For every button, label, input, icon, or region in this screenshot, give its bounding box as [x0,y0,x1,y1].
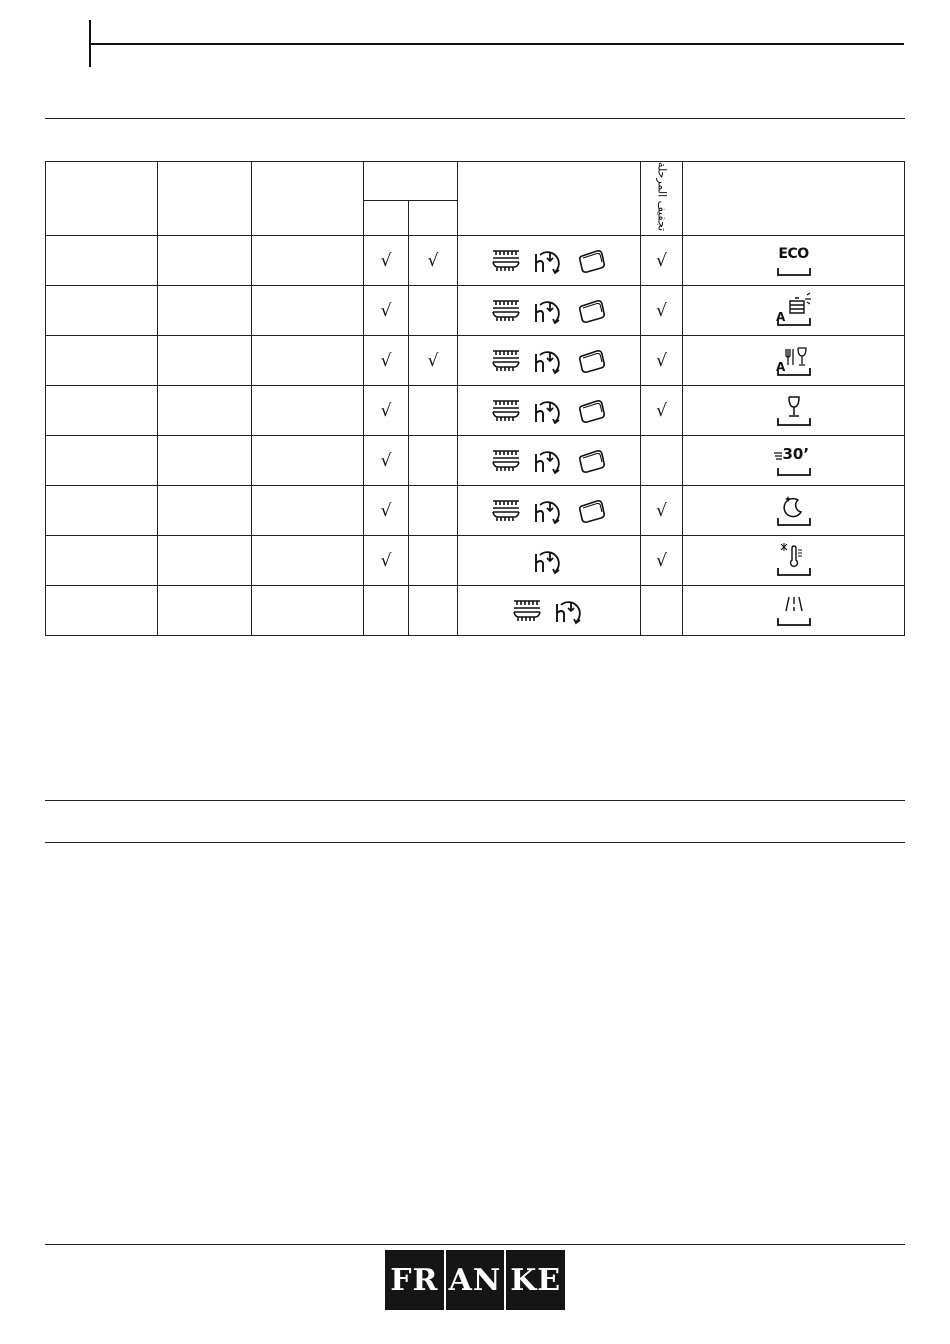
program-row [46,536,905,586]
hygiene-program-icon [774,541,814,581]
franke-logo [385,1250,565,1310]
program-name-cell [46,236,158,286]
check-mark: √ [656,250,667,271]
tablet-icon [576,297,608,325]
delay-start-icon [553,596,587,626]
program-temp-cell [158,536,252,586]
check-mark: √ [380,550,392,571]
program-name-cell [46,386,158,436]
rapid-label: 30’ [782,444,810,463]
svg-text:A: A [775,359,785,374]
program-temp-cell [158,436,252,486]
options-cell [458,436,641,486]
check-cell-1 [364,436,409,486]
program-row [46,286,905,336]
check-cell-2 [409,236,458,286]
delay-start-icon [532,346,566,376]
options-cell [458,586,641,636]
program-row [46,336,905,386]
header-cell [158,162,252,236]
drying-cell [641,386,683,436]
option-icons [490,341,608,381]
program-icon-cell [683,336,905,386]
check-cell-1 [364,386,409,436]
delay-start-icon [532,496,566,526]
check-cell-1 [364,236,409,286]
program-duration-cell [252,386,364,436]
header-row [46,162,905,201]
check-mark: √ [380,250,392,271]
tablet-icon [576,497,608,525]
drying-cell [641,236,683,286]
logo-letters: KE [510,1262,562,1298]
normal-auto-program-icon [774,341,814,381]
tablet-icon [576,247,608,275]
program-temp-cell [158,386,252,436]
program-name-cell [46,336,158,386]
logo-letters: AN [448,1262,502,1298]
night-program-icon [774,491,814,531]
program-icon-cell [683,486,905,536]
program-temp-cell [158,486,252,536]
section-divider [45,842,905,843]
rapid-30-program-icon [774,441,814,481]
program-duration-cell [252,286,364,336]
logo-segment [504,1250,565,1310]
half-load-icon [490,497,522,525]
options-cell [458,336,641,386]
logo-segment [385,1250,444,1310]
check-mark: √ [380,350,392,371]
program-icon-cell [683,436,905,486]
option-icons [490,441,608,481]
delay-start-icon [532,446,566,476]
half-load-icon [490,397,522,425]
header-cell-options [458,162,641,236]
program-temp-cell [158,286,252,336]
delay-start-icon [532,396,566,426]
option-icons [490,491,608,531]
tablet-icon [576,397,608,425]
options-cell [458,486,641,536]
header-subcell [364,200,409,235]
option-icons [532,541,566,581]
check-mark: √ [427,350,439,371]
options-cell [458,286,641,336]
eco-label: ECO [778,245,809,262]
program-row [46,236,905,286]
program-icon-cell [683,286,905,336]
check-mark: √ [380,300,392,321]
check-cell-2 [409,286,458,336]
check-mark: √ [380,450,392,471]
check-mark: √ [427,250,439,271]
eco-program-icon [774,241,814,281]
header-rule [89,43,904,45]
section-divider [45,118,905,119]
tablet-icon [576,447,608,475]
check-mark: √ [380,500,392,521]
program-temp-cell [158,236,252,286]
footer-rule [45,1244,905,1245]
programs-table [45,161,905,636]
check-cell-2 [409,436,458,486]
delicate-program-icon [774,391,814,431]
program-duration-cell [252,586,364,636]
check-mark: √ [656,500,667,521]
option-icons [490,241,608,281]
check-cell-1 [364,536,409,586]
check-cell-1 [364,486,409,536]
check-cell-1 [364,286,409,336]
header-cell [252,162,364,236]
drying-cell [641,586,683,636]
check-cell-2 [409,586,458,636]
program-temp-cell [158,336,252,386]
program-icon-cell [683,586,905,636]
drying-cell [641,336,683,386]
check-cell-2 [409,486,458,536]
program-name-cell [46,486,158,536]
program-duration-cell [252,436,364,486]
header-subcell [409,200,458,235]
logo-letters: FR [390,1262,439,1298]
program-duration-cell [252,486,364,536]
option-icons [490,391,608,431]
intensive-auto-program-icon [774,291,814,331]
program-row [46,436,905,486]
section-divider [45,800,905,801]
logo-segment [444,1250,505,1310]
program-icon-cell [683,536,905,586]
program-row [46,486,905,536]
tablet-icon [576,347,608,375]
check-cell-2 [409,336,458,386]
drying-cell [641,536,683,586]
header-cell [364,162,458,201]
program-name-cell [46,436,158,486]
program-duration-cell [252,336,364,386]
program-row [46,386,905,436]
check-mark: √ [656,350,667,371]
half-load-icon [490,297,522,325]
check-mark: √ [656,550,667,571]
drying-cell [641,286,683,336]
option-icons [490,291,608,331]
options-cell [458,386,641,436]
program-icon-cell [683,386,905,436]
program-temp-cell [158,586,252,636]
header-cell [46,162,158,236]
program-name-cell [46,586,158,636]
header-cell-program [683,162,905,236]
option-icons [511,591,587,631]
options-cell [458,536,641,586]
program-row [46,586,905,636]
check-mark: √ [380,400,392,421]
half-load-icon [490,247,522,275]
svg-text:A: A [775,309,785,324]
drying-cell [641,486,683,536]
check-cell-2 [409,386,458,436]
drying-header-label: تجفيف المرحلة [655,162,669,232]
delay-start-icon [532,246,566,276]
half-load-icon [490,347,522,375]
delay-start-icon [532,296,566,326]
prewash-program-icon [774,591,814,631]
check-mark: √ [656,400,667,421]
check-cell-1 [364,336,409,386]
options-cell [458,236,641,286]
drying-cell [641,436,683,486]
program-icon-cell [683,236,905,286]
delay-start-icon [532,546,566,576]
check-cell-1 [364,586,409,636]
program-duration-cell [252,536,364,586]
program-duration-cell [252,236,364,286]
check-cell-2 [409,536,458,586]
half-load-icon [511,597,543,625]
half-load-icon [490,447,522,475]
program-name-cell [46,286,158,336]
check-mark: √ [656,300,667,321]
program-name-cell [46,536,158,586]
header-cell-drying [641,162,683,236]
